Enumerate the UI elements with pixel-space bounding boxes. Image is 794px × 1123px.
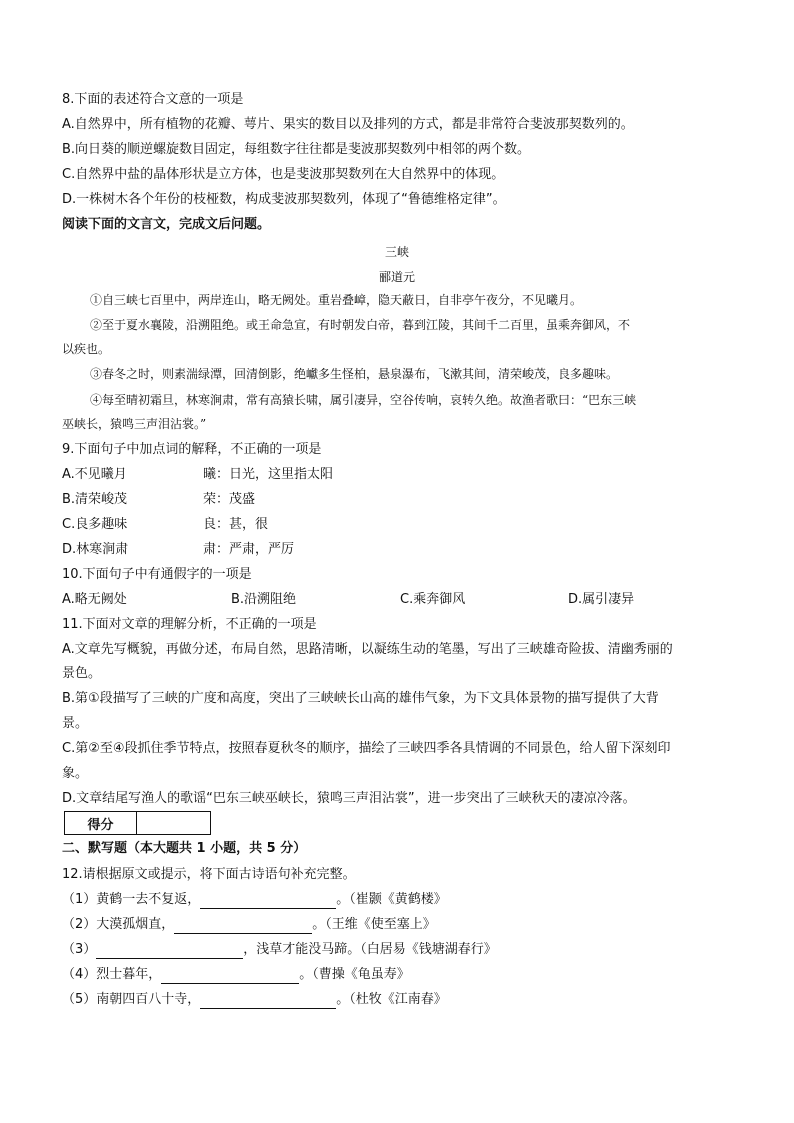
q12-item-5-before: （5）南朝四百八十寺， bbox=[62, 992, 201, 1007]
q11-option-c-cont: 象。 bbox=[62, 766, 89, 781]
q11-option-b-cont: 景。 bbox=[62, 716, 89, 731]
q10-option-d: D.属引凄异 bbox=[568, 592, 635, 607]
passage-paragraph-2: ②至于夏水襄陵，沿溯阻绝。或王命急宣，有时朝发白帝，暮到江陵，其间千二百里，虽乘奔御风，不 bbox=[90, 318, 631, 332]
q11-option-c: C.第②至④段抓住季节特点，按照春夏秋冬的顺序，描绘了三峡四季各具情调的不同景色，给人留下深刻印 bbox=[62, 741, 671, 756]
answer-blank[interactable] bbox=[96, 944, 243, 959]
q9-stem: 9.下面句子中加点词的解释，不正确的一项是 bbox=[62, 442, 322, 457]
q8-option-c: C.自然界中盐的晶体形状是立方体，也是斐波那契数列在大自然界中的体现。 bbox=[62, 167, 505, 182]
q9-gloss-d: 肃：严肃，严厉 bbox=[203, 542, 295, 557]
q10-stem: 10.下面句子中有通假字的一项是 bbox=[62, 567, 252, 582]
q10-option-b: B.沿溯阻绝 bbox=[231, 592, 297, 607]
q12-item-3 bbox=[62, 941, 497, 959]
q11-option-d: D.文章结尾写渔人的歌谣“巴东三峡巫峡长，猿鸣三声泪沾裳”，进一步突出了三峡秋天的凄凉冷落。 bbox=[62, 791, 636, 806]
q10-option-c: C.乘奔御风 bbox=[400, 592, 466, 607]
score-value bbox=[137, 812, 211, 835]
q9-option-b: B.清荣峻茂 bbox=[62, 492, 128, 507]
q10-option-a: A.略无阙处 bbox=[62, 592, 127, 607]
passage-paragraph-3: ③春冬之时，则素湍绿潭，回清倒影，绝巘多生怪柏，悬泉瀑布，飞漱其间，清荣峻茂，良多趣味。 bbox=[90, 367, 619, 381]
q12-item-4-after: 。（曹操《龟虽寿》 bbox=[299, 967, 410, 982]
answer-blank[interactable] bbox=[174, 919, 312, 934]
q8-stem: 8.下面的表述符合文意的一项是 bbox=[62, 92, 244, 107]
q9-gloss-a: 曦：日光，这里指太阳 bbox=[203, 467, 334, 482]
answer-blank[interactable] bbox=[200, 894, 336, 909]
score-label: 得分 bbox=[65, 812, 137, 835]
q12-item-4 bbox=[62, 966, 410, 984]
q9-gloss-c: 良：甚，很 bbox=[203, 517, 269, 532]
q9-option-a: A.不见曦月 bbox=[62, 467, 127, 482]
q12-item-3-before: （3） bbox=[62, 942, 97, 957]
q9-gloss-b: 荣：茂盛 bbox=[203, 492, 256, 507]
q12-item-3-after: ，浅草才能没马蹄。（白居易《钱塘湖春行》 bbox=[243, 942, 497, 957]
q8-option-b: B.向日葵的顺逆螺旋数目固定，每组数字往往都是斐波那契数列中相邻的两个数。 bbox=[62, 142, 531, 157]
q11-stem: 11.下面对文章的理解分析，不正确的一项是 bbox=[62, 617, 317, 632]
passage-paragraph-1: ①自三峡七百里中，两岸连山，略无阙处。重岩叠嶂，隐天蔽日，自非亭午夜分，不见曦月。 bbox=[90, 293, 583, 307]
section-2-heading: 二、默写题（本大题共 1 小题，共 5 分） bbox=[62, 841, 307, 856]
q12-item-2 bbox=[62, 916, 436, 934]
q9-option-d: D.林寒涧肃 bbox=[62, 542, 129, 557]
reading-instruction: 阅读下面的文言文，完成文后问题。 bbox=[62, 217, 271, 232]
q11-option-a: A.文章先写概貌，再做分述，布局自然，思路清晰，以凝练生动的笔墨，写出了三峡雄奇险拔、清幽秀丽的 bbox=[62, 642, 673, 657]
score-box bbox=[64, 811, 211, 835]
answer-blank[interactable] bbox=[161, 969, 299, 984]
q8-option-d: D.一株树木各个年份的枝桠数，构成斐波那契数列，体现了“鲁德维格定律”。 bbox=[62, 192, 506, 207]
passage-paragraph-4-cont: 巫峡长，猿鸣三声泪沾裳。” bbox=[62, 417, 207, 431]
q12-item-5-after: 。（杜牧《江南春》 bbox=[336, 992, 447, 1007]
q8-option-a: A.自然界中，所有植物的花瓣、萼片、果实的数目以及排列的方式，都是非常符合斐波那契数列的。 bbox=[62, 117, 634, 132]
q12-item-2-before: （2）大漠孤烟直， bbox=[62, 917, 175, 932]
q12-item-2-after: 。（王维《使至塞上》 bbox=[312, 917, 436, 932]
passage-paragraph-2-cont: 以疾也。 bbox=[62, 342, 111, 356]
passage-paragraph-4: ④每至晴初霜旦，林寒涧肃，常有高猿长啸，属引凄异，空谷传响，哀转久绝。故渔者歌曰：“巴东三峡 bbox=[90, 393, 637, 407]
q12-item-1 bbox=[62, 891, 447, 909]
q12-item-1-after: 。（崔颢《黄鹤楼》 bbox=[336, 892, 447, 907]
q11-option-a-cont: 景色。 bbox=[62, 666, 102, 681]
answer-blank[interactable] bbox=[200, 994, 336, 1009]
q12-item-4-before: （4）烈士暮年， bbox=[62, 967, 162, 982]
q11-option-b: B.第①段描写了三峡的广度和高度，突出了三峡峡长山高的雄伟气象，为下文具体景物的描写提供了大背 bbox=[62, 691, 659, 706]
q12-item-5 bbox=[62, 991, 447, 1009]
passage-author: 郦道元 bbox=[378, 270, 415, 284]
q12-item-1-before: （1）黄鹤一去不复返， bbox=[62, 892, 201, 907]
q9-option-c: C.良多趣味 bbox=[62, 517, 128, 532]
passage-title: 三峡 bbox=[384, 245, 409, 259]
q12-stem: 12.请根据原文或提示，将下面古诗语句补充完整。 bbox=[62, 867, 356, 882]
